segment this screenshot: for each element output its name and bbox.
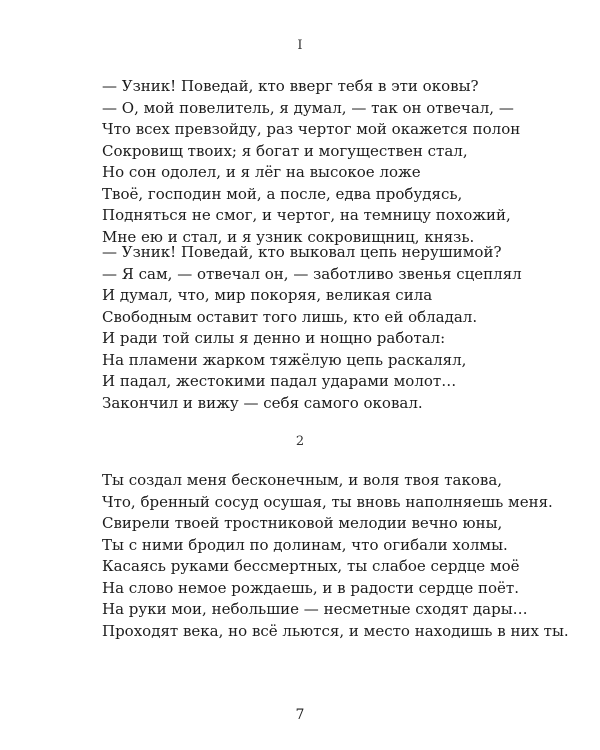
poem-line: Сокровищ твоих; я богат и могуществен стал, bbox=[102, 141, 468, 160]
poem-line: Свирели твоей тростниковой мелодии вечно юны, bbox=[102, 514, 503, 532]
poem-line: Закончил и вижу — себя самого оковал. bbox=[102, 393, 423, 412]
poem-line: Ты создал меня бесконечным, и воля твоя такова, bbox=[102, 471, 503, 489]
stanza-1 bbox=[102, 76, 572, 248]
poem-line: И падал, жестокими падал ударами молот… bbox=[102, 372, 457, 390]
section-number-1: I bbox=[297, 38, 303, 53]
poem-line: Что, бренный сосуд осушая, ты вновь наполняешь меня. bbox=[102, 492, 553, 511]
poem-line: — О, мой повелитель, я думал, — так он отвечал, — bbox=[102, 98, 514, 117]
poem-line: Свободным оставит того лишь, кто ей обладал. bbox=[102, 307, 478, 326]
poem-line: Что всех превзойду, раз чертог мой окажется полон bbox=[102, 120, 521, 138]
section-number-2: 2 bbox=[295, 434, 305, 449]
poem-line: Ты с ними бродил по долинам, что огибали холмы. bbox=[102, 535, 508, 554]
poem-line: — Узник! Поведай, кто вверг тебя в эти оковы? bbox=[102, 77, 479, 95]
poem-line: На пламени жарком тяжёлую цепь раскалял, bbox=[102, 350, 467, 369]
poem-line: Мне ею и стал, и я узник сокровищниц, князь. bbox=[102, 227, 475, 246]
poem-line: Подняться не смог, и чертог, на темницу похожий, bbox=[102, 206, 511, 224]
poem-line: — Узник! Поведай, кто выковал цепь нерушимой? bbox=[102, 243, 502, 261]
poem-line: Касаясь руками бессмертных, ты слабое сердце моё bbox=[102, 557, 520, 575]
poem-line: Но сон одолел, и я лёг на высокое ложе bbox=[102, 163, 421, 181]
stanza-2 bbox=[102, 242, 572, 414]
poem-line: Проходят века, но всё льются, и место находишь в них ты. bbox=[102, 621, 569, 640]
poem-line: — Я сам, — отвечал он, — заботливо звенья сцеплял bbox=[102, 264, 522, 283]
stanza-3 bbox=[102, 470, 572, 642]
poem-line: На слово немое рождаешь, и в радости сердце поёт. bbox=[102, 578, 519, 597]
poem-line: На руки мои, небольшие — несметные сходят дары… bbox=[102, 600, 528, 618]
page-number: 7 bbox=[295, 707, 305, 723]
poem-line: И ради той силы я денно и нощно работал: bbox=[102, 329, 446, 347]
poem-line: Твоё, господин мой, а после, едва пробудясь, bbox=[102, 184, 463, 203]
poem-line: И думал, что, мир покоряя, великая сила bbox=[102, 286, 433, 304]
